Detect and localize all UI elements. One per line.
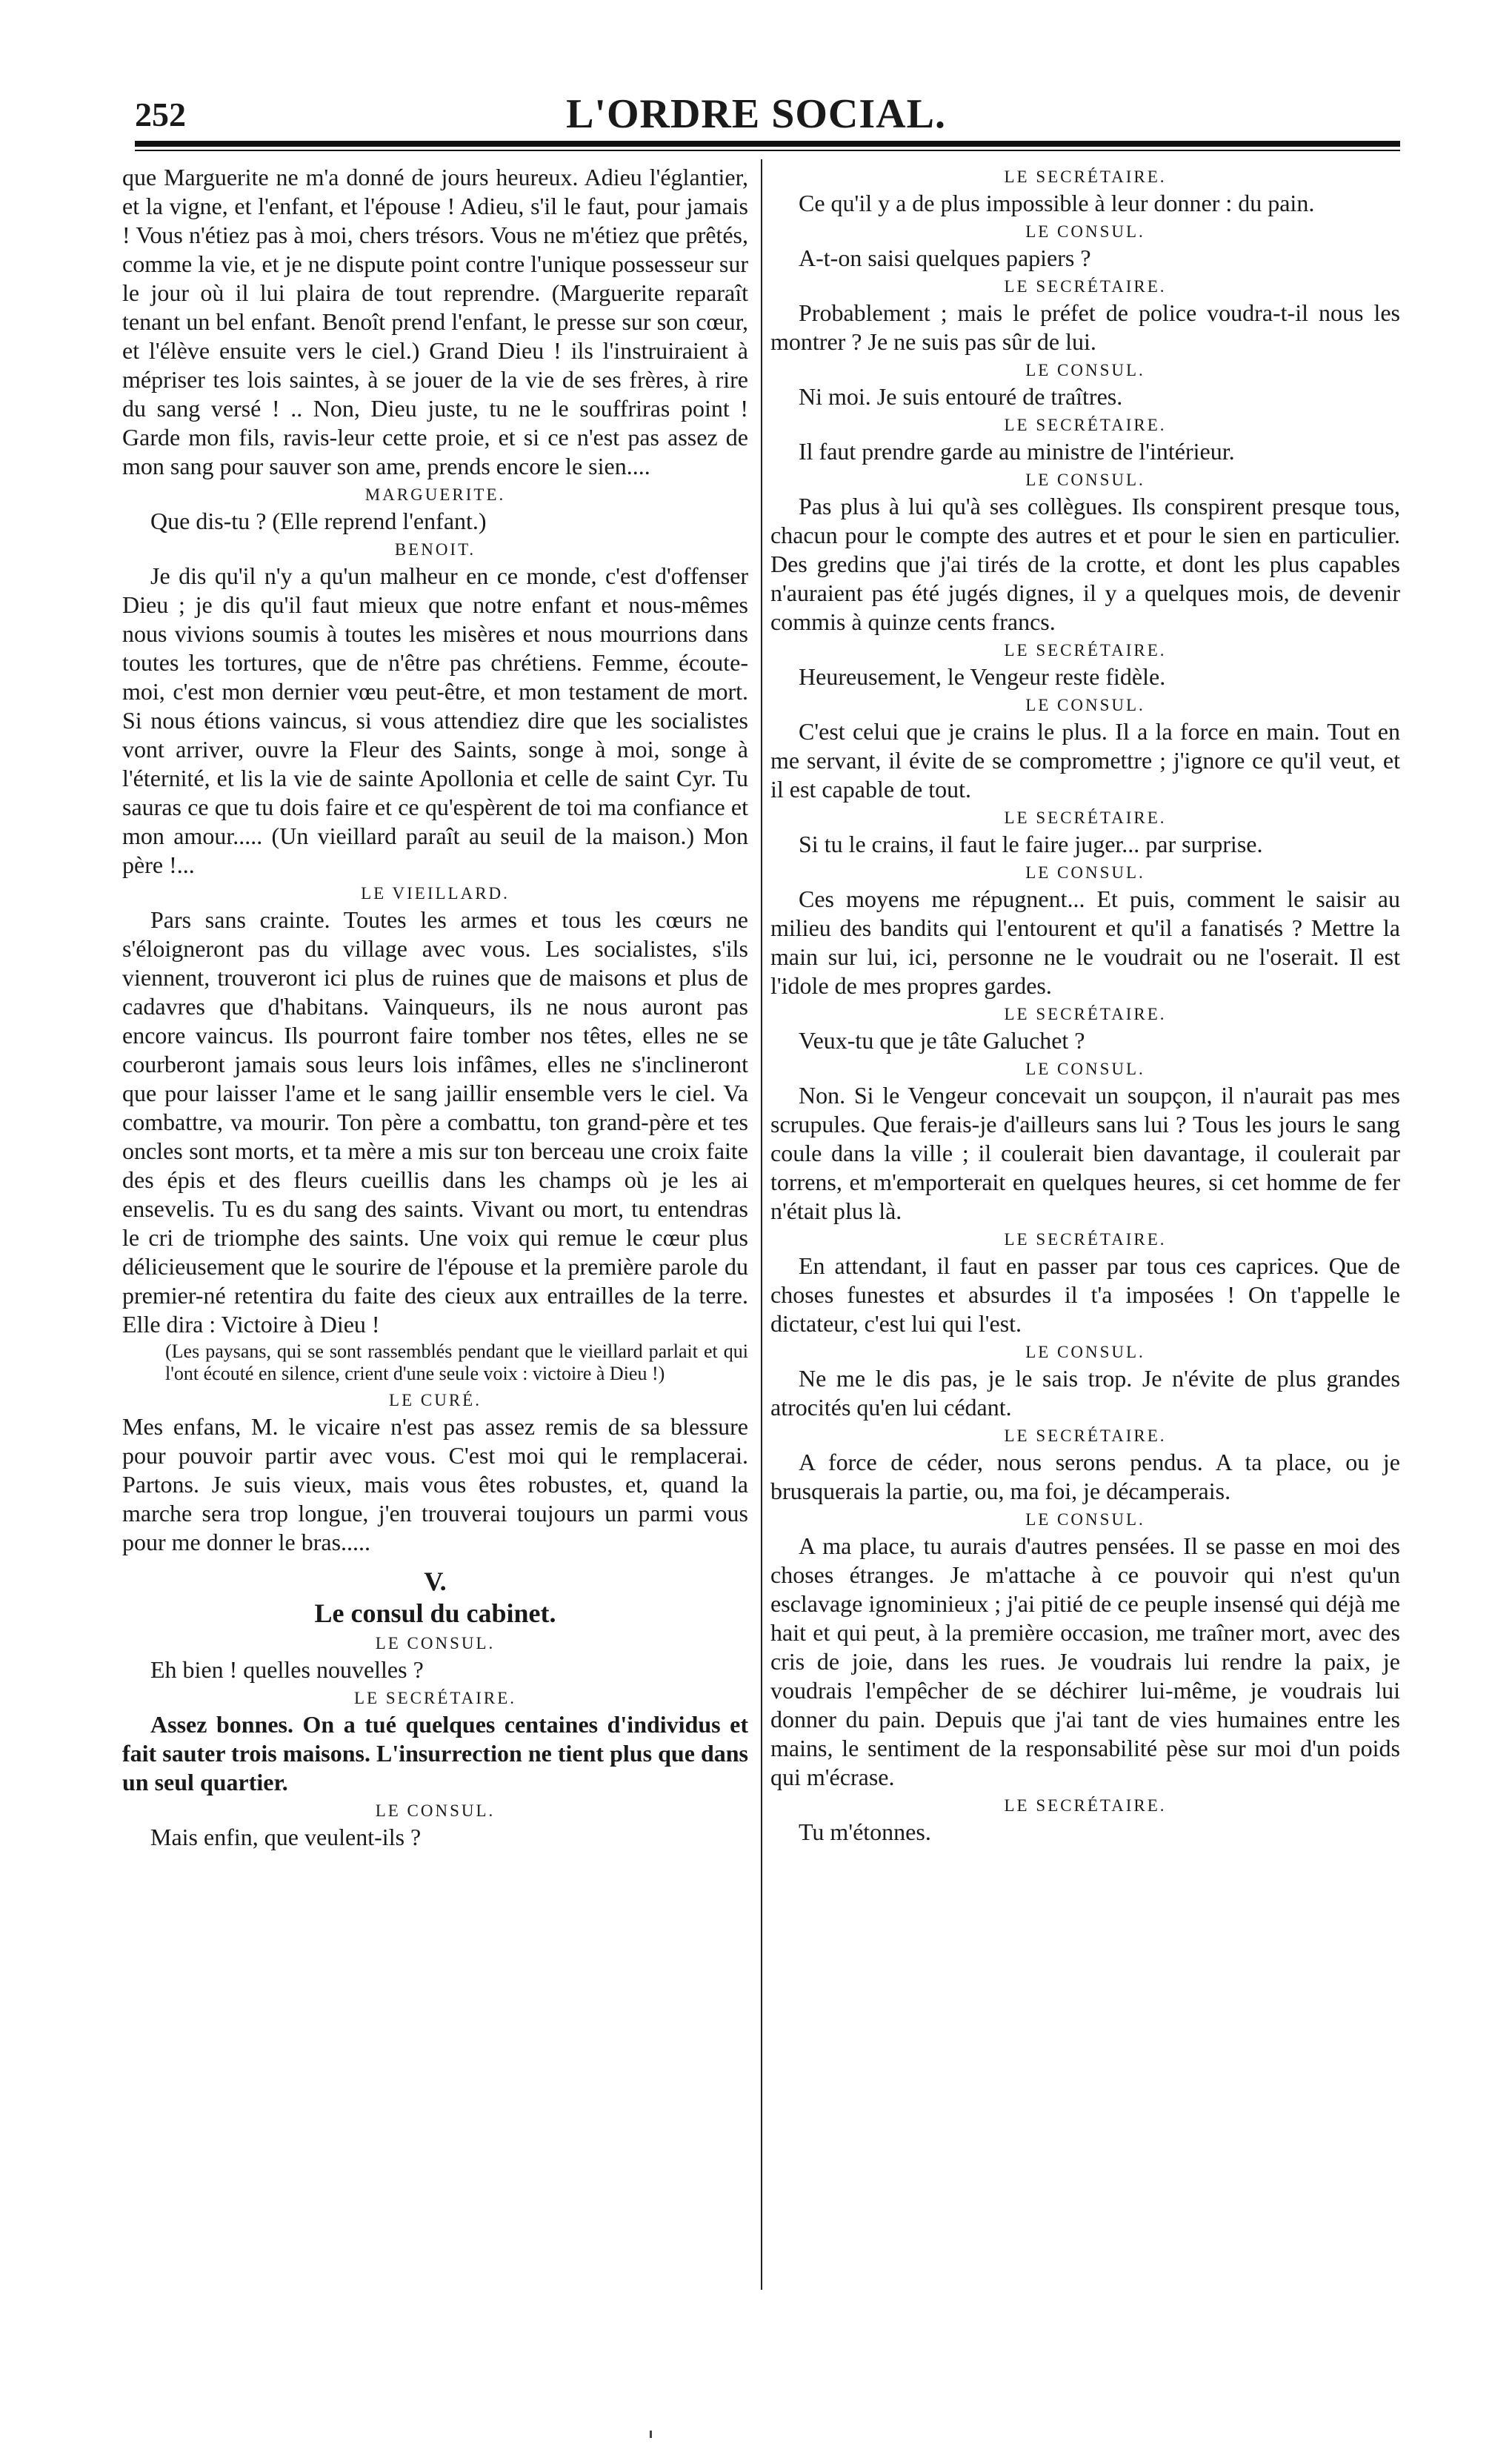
journal-title: L'ORDRE SOCIAL.	[566, 91, 946, 137]
paragraph: Heureusement, le Vengeur reste fidèle.	[799, 663, 1166, 690]
paragraph: Tu m'étonnes.	[799, 1818, 931, 1845]
paragraph: Pas plus à lui qu'à ses collègues. Ils conspirent presque tous, chacun pour le compte des autres et et pour le sien en particulier. Des gredins que j'ai tirés de la crotte, et dont les plus capables n'auraient pas été jugés dignes, il y a quelques mois, de devenir commis à quinze cents francs.	[770, 493, 1400, 635]
speaker-label: LE CONSUL.	[1025, 1060, 1145, 1078]
speaker-label: LE CONSUL.	[1025, 1343, 1145, 1361]
paragraph: En attendant, il faut en passer par tous ces caprices. Que de choses funestes et absurdes il t'a imposées ! On t'appelle le dictateur, c'est lui qui l'est.	[770, 1252, 1400, 1337]
paragraph: C'est celui que je crains le plus. Il a la force en main. Tout en me servant, il évite de se compromettre ; j'ignore ce qu'il veut, et il est capable de tout.	[770, 718, 1400, 803]
section-number: V.	[424, 1567, 447, 1596]
speaker-label: LE CONSUL.	[375, 1634, 496, 1652]
speaker-label: BENOIT.	[394, 540, 476, 559]
header-rule-thick	[135, 141, 1400, 147]
speaker-label: LE CONSUL.	[1025, 361, 1145, 379]
speaker-label: LE CONSUL.	[1025, 222, 1145, 241]
paragraph: que Marguerite ne m'a donné de jours heureux. Adieu l'églantier, et la vigne, et l'enfant, et l'épouse ! Adieu, s'il le faut, pour jamais ! Vous n'étiez pas à moi, chers trésors. Vous ne m'étiez que prêtés, comme la vie, et je ne dispute point contre l'unique possesseur sur le jour où il lui plaira de tout reprendre. (Marguerite reparaît tenant un bel enfant. Benoît prend l'enfant, le presse sur son cœur, et l'élève ensuite vers le ciel.) Grand Dieu ! ils l'instruiraient à mépriser tes lois saintes, à se jouer de la vie de ses frères, à rire du sang versé ! .. Non, Dieu juste, tu ne le souffriras point ! Garde mon fils, ravis-leur cette proie, et si ce n'est pas assez de mon sang pour sauver son ame, prends encore le sien....	[122, 164, 748, 479]
paragraph: Probablement ; mais le préfet de police voudra-t-il nous les montrer ? Je ne suis pas sûr de lui.	[770, 299, 1400, 355]
speaker-label: LE SECRÉTAIRE.	[353, 1689, 517, 1707]
speaker-label: LE VIEILLARD.	[361, 884, 510, 903]
paragraph: Pars sans crainte. Toutes les armes et tous les cœurs ne s'éloigneront pas du village avec vous. Les socialistes, s'ils viennent, trouveront ici plus de ruines que de maisons et plus de cadavres que d'habitans. Vainqueurs, ils ne nous auront pas encore vaincus. Ils pourront faire tomber nos têtes, elles ne se courberont jamais sous leurs lois infâmes, elles ne s'inclineront que pour laisser l'ame et le sang jaillir ensemble vers le ciel. Va combattre, va mourir. Ton père a combattu, ton grand-père et tes oncles sont morts, et ta mère a mis sur ton berceau une croix faite des épis et des fleurs cueillis dans les champs où je les ai ensevelis. Tu es du sang des saints. Vivant ou mort, tu entendras le cri de triomphe des saints. Une voix qui remue le cœur plus délicieusement que le sourire de l'épouse et la première parole du premier-né retentira du faite des cieux aux entrailles de la terre. Elle dira : Victoire à Dieu !	[122, 906, 748, 1338]
paragraph: Ces moyens me répugnent... Et puis, comment le saisir au milieu des bandits qui l'entourent et qu'il a fanatisés ? Mettre la main sur lui, ici, personne ne le voudrait ou ne l'oserait. Il est l'idole de mes propres gardes.	[770, 886, 1400, 999]
speaker-label: LE SECRÉTAIRE.	[1004, 416, 1167, 434]
right-column	[770, 163, 1400, 1847]
paragraph: Non. Si le Vengeur concevait un soupçon, il n'aurait pas mes scrupules. Que ferais-je d'ailleurs sans lui ? Tous les jours le sang coule dans la ville ; il coulerait bien davantage, il coulerait par torrens, et m'emporterait en quelques heures, si cet homme de fer n'était plus là.	[770, 1082, 1400, 1224]
paragraph: Veux-tu que je tâte Galuchet ?	[799, 1027, 1085, 1054]
speaker-label: LE SECRÉTAIRE.	[1004, 1426, 1167, 1445]
paragraph: A-t-on saisi quelques papiers ?	[799, 245, 1091, 271]
paragraph: Ni moi. Je suis entouré de traîtres.	[799, 383, 1123, 410]
paragraph: Eh bien ! quelles nouvelles ?	[150, 1656, 424, 1683]
speaker-label: LE CONSUL.	[1025, 696, 1145, 714]
speaker-label: LE SECRÉTAIRE.	[1004, 808, 1167, 827]
speaker-label: LE SECRÉTAIRE.	[1004, 1230, 1167, 1249]
speaker-label: LE CONSUL.	[375, 1801, 496, 1820]
left-column	[122, 163, 748, 1852]
page-header	[0, 0, 1512, 156]
section-title: Le consul du cabinet.	[314, 1598, 556, 1628]
speaker-label: LE CONSUL.	[1025, 471, 1145, 489]
paragraph: Ce qu'il y a de plus impossible à leur donner : du pain.	[799, 190, 1315, 216]
speaker-label: LE SECRÉTAIRE.	[1004, 1005, 1167, 1023]
speaker-label: LE SECRÉTAIRE.	[1004, 641, 1167, 660]
speaker-label: LE SECRÉTAIRE.	[1004, 277, 1167, 296]
paragraph: Si tu le crains, il faut le faire juger... par surprise.	[799, 831, 1263, 857]
paragraph: Il faut prendre garde au ministre de l'intérieur.	[799, 438, 1235, 465]
stage-direction: (Les paysans, qui se sont rassemblés pendant que le vieillard parlait et qui l'ont écouté en silence, crient d'une seule voix : victoire à Dieu !)	[165, 1341, 748, 1384]
paragraph: Mes enfans, M. le vicaire n'est pas assez remis de sa blessure pour pouvoir partir avec vous. C'est moi qui le remplacerai. Partons. Je suis vieux, mais vous êtes robustes, et, quand la marche sera trop longue, j'en trouverai toujours un parmi vous pour me donner le bras.....	[122, 1413, 748, 1555]
paragraph: A force de céder, nous serons pendus. A ta place, ou je brusquerais la partie, ou, ma foi, je décamperais.	[770, 1449, 1400, 1504]
header-rule-thin	[135, 150, 1400, 151]
speaker-label: MARGUERITE.	[364, 485, 506, 504]
paragraph: Ne me le dis pas, je le sais trop. Je n'évite de plus grandes atrocités qu'en lui cédant.	[770, 1365, 1400, 1421]
paragraph: Assez bonnes. On a tué quelques centaines d'individus et fait sauter trois maisons. L'insurrection ne tient plus que dans un seul quartier.	[122, 1711, 748, 1795]
speaker-label: LE SECRÉTAIRE.	[1004, 167, 1167, 186]
speaker-label: LE CURÉ.	[389, 1391, 482, 1409]
speaker-label: LE CONSUL.	[1025, 1510, 1145, 1529]
paragraph: A ma place, tu aurais d'autres pensées. Il se passe en moi des choses étranges. Je m'attache à ce pouvoir qui n'est qu'un esclavage ignominieux ; j'ai pitié de ce peuple insensé qui déjà me hait et qui peut, à la première occasion, me traîner mort, avec des cris de joie, dans les rues. Je voudrais lui rendre la paix, je voudrais l'empêcher de se déchirer lui-même, je voudrais lui donner du pain. Depuis que j'ai tant de vies humaines entre les mains, le sentiment de la responsabilité pèse sur moi d'un poids qui m'écrase.	[770, 1532, 1400, 1790]
speaker-label: LE CONSUL.	[1025, 863, 1145, 882]
printer-mark	[650, 2431, 652, 2438]
column-divider	[761, 159, 762, 2290]
paragraph: Mais enfin, que veulent-ils ?	[150, 1824, 422, 1850]
paragraph: Que dis-tu ? (Elle reprend l'enfant.)	[150, 508, 487, 534]
speaker-label: LE SECRÉTAIRE.	[1004, 1796, 1167, 1815]
paragraph: Je dis qu'il n'y a qu'un malheur en ce monde, c'est d'offenser Dieu ; je dis qu'il faut mieux que notre enfant et nous-mêmes nous vivions soumis à toutes les misères et nous mourrions dans toutes les tortures, que de n'être pas chrétiens. Femme, écoute-moi, c'est mon dernier vœu peut-être, et mon testament de mort. Si nous étions vaincus, si vous attendiez dire que les socialistes vont arriver, ouvre la Fleur des Saints, songe à moi, songe à l'éternité, et lis la vie de sainte Apollonia et celle de saint Cyr. Tu sauras ce que tu dois faire et ce qu'espèrent de toi ma confiance et mon amour..... (Un vieillard paraît au seuil de la maison.) Mon père !...	[122, 562, 748, 878]
page-number: 252	[135, 96, 186, 133]
